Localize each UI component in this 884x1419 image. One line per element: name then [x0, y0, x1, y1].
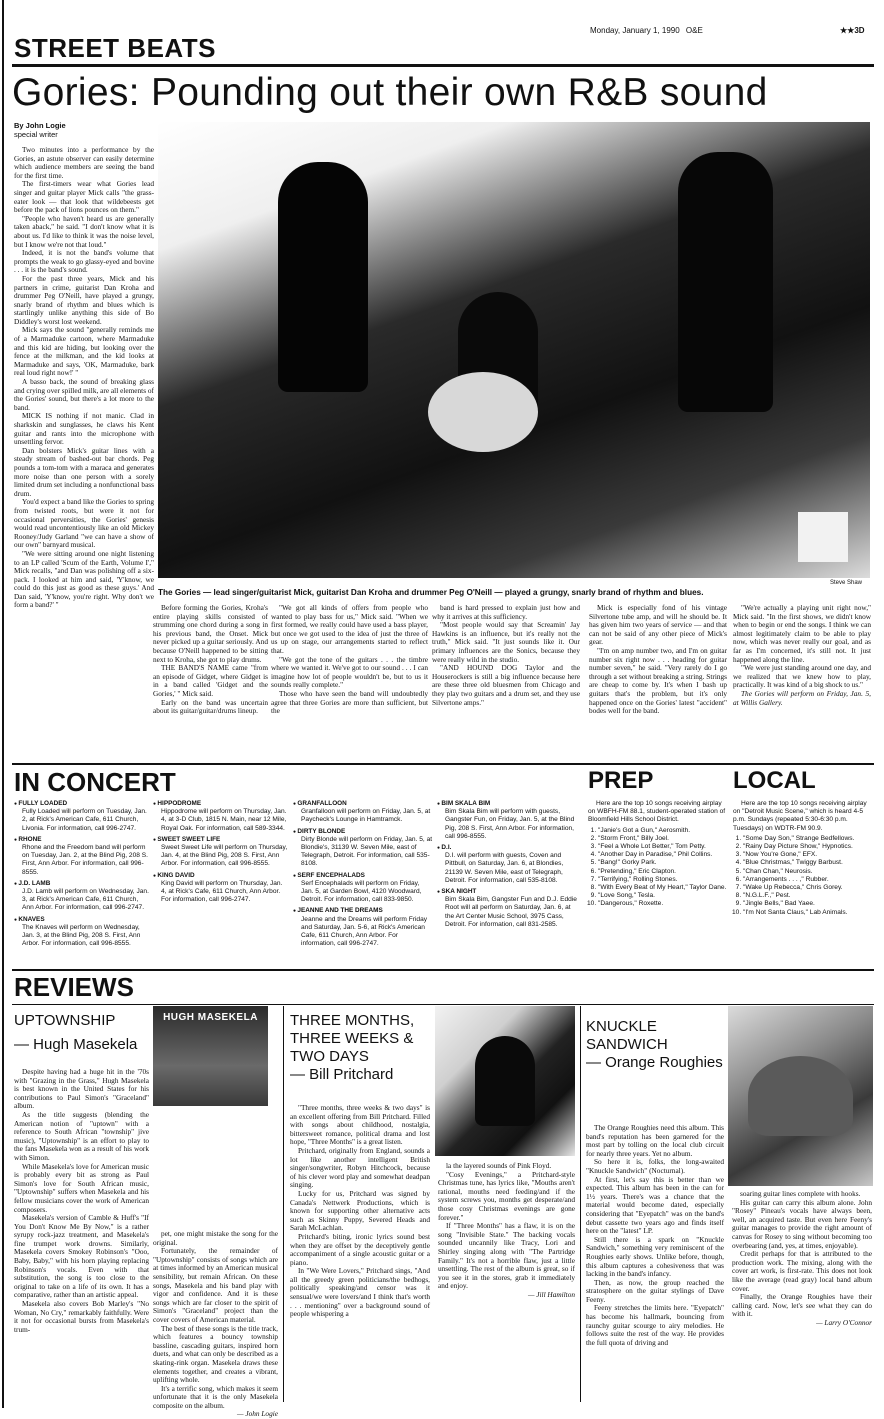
photo-caption: The Gories — lead singer/guitarist Mick, guitarist Dan Kroha and drummer Peg O'Neill — played a grungy, snarly brand of rhythm and blues. [158, 588, 704, 597]
listing-name: ● GRANFALLOON [293, 800, 433, 808]
paragraph: "We got the tone of the guitars . . . the timbre where we wanted it. We've got to our sound . . . I can imagine how lot of people wouldn't be, but to us it sounds really complete." [271, 654, 428, 690]
paragraph: While Masekela's love for American music is probably every bit as strong as Paul Simon's love for South African music, "Uptownship" suffers when Masekela and his fellow musicians cover the work of American composers. [14, 1161, 149, 1214]
chart-song: 6. "Arrangements . . . ," Rubber. [743, 876, 873, 884]
reviews-sub-rule [12, 1004, 874, 1005]
photo-amp-sign [798, 512, 848, 562]
paragraph: In "We Were Lovers," Pritchard sings, "And all the greedy green politicians/the bedhogs, politically speaking/and censor was it sensual/we were lovers/and I think that's worth . . . mentioning" over a background sound of people whispering a [290, 1266, 430, 1319]
paragraph: Still there is a spark on "Knuckle Sandwich," something very reminiscent of the Roughies early shows. Unlike before, though, this album captures a cohesiveness that was lacking in the band's infancy. [586, 1234, 724, 1279]
photo-credit: Steve Shaw [830, 580, 863, 586]
paragraph: pet, one might mistake the song for the original. [153, 1229, 278, 1247]
paragraph: So here it is, folks, the long-awaited "Knuckle Sandwich" (Nocturnal). [586, 1157, 724, 1175]
three-months-col-2 [438, 1162, 575, 1402]
concert-listing [153, 872, 288, 905]
uptownship-col-2 [153, 1229, 278, 1419]
chart-song: 2. "Storm Front," Billy Joel. [598, 835, 728, 843]
cover-figure [748, 1056, 853, 1136]
paragraph: la the layered sounds of Pink Floyd. [446, 1161, 552, 1170]
paragraph: Two minutes into a performance by the Gories, an astute observer can easily determine which audience members are seeing the band for the first time. [14, 145, 154, 180]
listing-desc: Hippodrome will perform on Thursday, Jan. 4, at 3-D Club, 1815 N. Main, near 12 Mile, Royal Oak. For information, call 589-3344. [161, 808, 287, 832]
listing-name: ● SKA NIGHT [437, 888, 577, 896]
listing-desc: Bim Skala Bim will perform with guests, Gangster Fun, on Friday, Jan. 5, at the Blind Pig, 208 S. First, Ann Arbor. For information, call 996-8555. [445, 808, 575, 840]
paragraph: Masekela's version of Camble & Huff's "If You Don't Know Me By Now," is a rather syrupy rock-jazz treatment, and Masekela's fine trumpet work drowns. Similarly, Masekela covers Smokey Robinson's "Ooo, Baby, Baby," with his horn playing replacing Robinson's vocals. Even with that substitution, the song is too close to the original to take on a life of its own. It has a comparative, rather than an artistic appeal. [14, 1213, 149, 1300]
reviewer-signature: — John Logie [237, 1409, 278, 1419]
chart-song: 10. "Dangerous," Roxette. [598, 900, 728, 908]
paragraph: Despite having had a huge hit in the '70s with "Grazing in the Grass," Hugh Masekela is best known in the United States for his contributions to Paul Simon's "Graceland" album. [14, 1067, 149, 1111]
paragraph: THE BAND'S NAME came "from an episode of Gidget, where Gidget is in a band called 'Gidget and the Gories,' " Mick said. [153, 663, 268, 698]
chart-song: 1. "Janie's Got a Gun," Aerosmith. [598, 827, 728, 835]
album-artist: — Orange Roughies [586, 1054, 723, 1071]
uptownship-col-1 [14, 1068, 149, 1402]
paragraph: "AND HOUND DOG Taylor and the Houserockers is still a big influence because here are these three old bluesmen from Chicago and they play two guitars and a drum set, and they use Silvertone amps." [432, 663, 580, 707]
review-title-knuckle [586, 1018, 726, 1072]
album-artist: — Hugh Masekela [14, 1036, 138, 1053]
paragraph: "Most people would say that Screamin' Jay Hawkins is an influence, but it's really not the truth," Mick said. "It just sounds like it. Our primary influences are the Sonics, because they were really wild in the studio. [432, 620, 580, 664]
paragraph: Dan bolsters Mick's guitar lines with a steady stream of bashed-out bar chords. Peg pounds a tom-tom with a maraca and generates more noise than one person with a sorely limited drum set including a nonfunctional bass drum. [14, 445, 154, 498]
article-col-2 [153, 604, 268, 761]
section-title: STREET BEATS [14, 33, 216, 63]
paragraph: "We were just standing around one day, and we realized that we knew how to play, practically. It was kind of a big shock to us." [733, 663, 871, 690]
knuckle-col-1 [586, 1124, 724, 1402]
album-title: UPTOWNSHIP [14, 1012, 116, 1029]
concert-listing [293, 907, 433, 948]
review-divider [580, 1006, 581, 1402]
reviewer-signature: — Jill Hamilton [527, 1289, 575, 1299]
chart-song: 6. "Pretending," Eric Clapton. [598, 868, 728, 876]
paragraph: His guitar can carry this album alone. John "Rosey" Pineau's vocals have always been, well, an acquired taste. But even here Feeny's guitar manages to provide the right amount of canvas for Rosey to sing without becoming too overbearing (and, yes, at times, enjoyable). [732, 1197, 872, 1250]
listing-desc: D.I. will perform with guests, Coven and Pittbull, on Saturday, Jan. 6, at Blondies, 21139 W. Seven Mile, east of Telegraph, Detroit. For information, call 535-8108. [445, 852, 564, 884]
listing-name: ● JEANNE AND THE DREAMS [293, 907, 433, 915]
photo-drum [428, 372, 538, 452]
byline [14, 121, 66, 139]
paragraph: Before forming the Gories, Kroha's entire playing skills consisted of strumming one chord during a song in his previous band, the Onset. Mick never picked up a guitar seriously. And because O'Neill happened to be sitting next to Kroha, she got to play drums. [153, 603, 268, 664]
chart-song: 5. "Bang!" Gorky Park. [598, 859, 728, 867]
left-edge-rule [2, 0, 4, 1408]
paragraph: For the past three years, Mick and his partners in crime, guitarist Dan Kroha and drummer Peg O'Neill, have played a grungy, snarly brand of rhythm and blues which is startlingly unlike anything this side of Bo Diddley's worst lost weekend. [14, 273, 154, 326]
paragraph: Then, as now, the group reached the stratosphere on the guitar stylings of Dave Feeny. [586, 1277, 724, 1304]
concert-col-3 [293, 800, 433, 970]
article-col-5 [589, 604, 727, 761]
paragraph: MICK IS nothing if not manic. Clad in sharkskin and sunglasses, he claws his Kent guitar and rants into the microphone with unsettling fervor. [14, 411, 154, 447]
concert-listing [437, 844, 577, 885]
chart-song: 10. "I'm Not Santa Claus," Lab Animals. [743, 909, 873, 917]
paragraph: Fortunately, the remainder of "Uptownship" consists of songs which are at times informed by an American musical sensibility, but remain African. On these songs, Masekela and his band play with vigor and confidence. And it is these songs which are far closer to the spirit of Simon's "Graceland" project than the cover covers of American material. [153, 1246, 278, 1324]
listing-name: ● RHONE [14, 836, 149, 844]
concert-listing [14, 916, 149, 949]
prep-song-list [588, 827, 728, 909]
local-chart [733, 800, 873, 970]
chart-song: 1. "Some Day Son," Strange Bedfellows. [743, 835, 873, 843]
concert-heading: IN CONCERT [14, 767, 176, 797]
paragraph: At first, let's say this is better than we expected. This album has been in the can for 1½ years. There's was a chance that the material would become dated, especially considering that "Eyepatch" was on the band's debut cassette two years ago and finds itself here on the "latest" LP. [586, 1174, 724, 1236]
listing-name: ● FULLY LOADED [14, 800, 149, 808]
listing-desc: Jeanne and the Dreams will perform Friday and Saturday, Jan. 5-6, at Rick's American Cafe, 611 Church, Ann Arbor. For information, call 996-2747. [301, 915, 428, 948]
listing-name: ● KNAVES [14, 916, 149, 924]
review-title-three-months [290, 1012, 430, 1084]
paragraph: The first-timers wear what Gories lead singer and guitar player Mick calls "the grass-eater look — that look that wildebeests get before the pack of lions pounces on them." [14, 179, 154, 215]
prep-chart [588, 800, 728, 970]
concert-listing [293, 828, 433, 869]
paragraph: band is hard pressed to explain just how and why it arrives at this sufficiency. [432, 603, 580, 621]
listing-desc: J.D. Lamb will perform on Wednesday, Jan. 3, at Rick's American Cafe, 611 Church, Ann Arbor. For information, call 996-2747. [22, 888, 149, 912]
reviews-top-rule [12, 969, 874, 971]
chart-song: 5. "Chan Chan," Neurosis. [743, 868, 873, 876]
chart-song: 9. "Jingle Bells," Bad Yaee. [743, 900, 873, 908]
concert-col-1 [14, 800, 149, 970]
paragraph: "People who haven't heard us are generally taken aback," he said. "I don't know what it is about us. I'd like to think it was the noise level, but I know we're not that loud." [14, 213, 154, 249]
album-cover-title: HUGH MASEKELA [163, 1012, 258, 1023]
listing-desc: The Knaves will perform on Wednesday, Jan. 3, at the Blind Pig, 208 S. First, Ann Arbor. For information, call 996-8555. [22, 923, 141, 948]
publication-date: Monday, January 1, 1990 [590, 26, 680, 35]
paragraph: Lucky for us, Pritchard was signed by Canada's Nettwerk Productions, which is known for supporting other alternative acts such as Skinny Puppy, Severed Heads and Sarah McLachlan. [290, 1188, 430, 1233]
prep-heading: PREP [588, 767, 654, 794]
concert-col-4 [437, 800, 577, 970]
paragraph: The Orange Roughies need this album. This band's reputation has been garnered for the most part by tolling on the local club circuit for nearly three years. Yet no album. [586, 1123, 724, 1158]
paragraph: "We were sitting around one night listening to an LP called 'Scum of the Earth, Volume I'," Mick recalls, "and Dan was polishing off a six-pack. I looked at him and said, 'Y'know, we could do this just as good as these guys.' And Dan said, 'Y'know, you're right. Why don't we form a band?' " [14, 548, 154, 610]
concert-col-2 [153, 800, 288, 970]
listing-name: ● DIRTY BLONDE [293, 828, 433, 836]
paragraph: Indeed, it is not the band's volume that prompts the weak to go glassy-eyed and bovine . . . it is the band's sound. [14, 248, 154, 275]
photo-figure-right [678, 152, 773, 412]
byline-role: special writer [14, 130, 58, 139]
listing-desc: Dirty Blonde will perform on Friday, Jan. 5, at Blondie's, 31139 W. Seven Mile, east of Telegraph, Detroit. For information, call 535-8108. [301, 835, 433, 868]
reviews-heading: REVIEWS [14, 972, 134, 1002]
album-title: KNUCKLE SANDWICH [586, 1018, 668, 1053]
listing-name: ● J.D. LAMB [14, 880, 149, 888]
paragraph: "We're actually a playing unit right now," Mick said. "In the first shows, we didn't know when to begin or end the songs. I think we can almost legitimately claim to be able to play now, which was never really our goal, and as far as I'm concerned, it's still not. It just happened along the line. [733, 603, 871, 664]
paragraph: Those who have seen the band will undoubtedly agree that three Gories are more than sufficient, but the [271, 688, 428, 716]
paragraph: A basso back, the sound of breaking glass and crying over spilled milk, are all elements of the Gories' sound, but there's a lot more to the band. [14, 377, 154, 412]
chart-song: 4. "Blue Christmas," Twiggy Barbust. [743, 859, 873, 867]
concert-listing [14, 880, 149, 913]
listing-desc: Sweet Sweet Life will perform on Thursday, Jan. 4, at the Blind Pig, 208 S. First, Ann Arbor. For information, call 996-8555. [161, 844, 288, 868]
knuckle-col-2 [732, 1190, 872, 1402]
band-photo [158, 122, 870, 578]
paragraph: Early on the band was uncertain about its guitar/guitar/drums lineup. [153, 697, 268, 716]
chart-song: 4. "Another Day in Paradise," Phil Collins. [598, 851, 728, 859]
listing-name: ● SWEET SWEET LIFE [153, 836, 288, 844]
paragraph: Pritchard's biting, ironic lyrics sound best when they are offset by the deceptively gentle accompaniment of a single acoustic guitar or a piano. [290, 1231, 430, 1267]
paragraph: Mick says the sound "generally reminds me of a Marmaduke cartoon, where Marmaduke and this kid are hiding, but looking over the fence at the milkman, and the kid looks at Marmaduke and says, 'OK, Marmaduke, bark real loud right now!' " [14, 325, 154, 378]
concert-listing [153, 800, 288, 833]
local-song-list [733, 835, 873, 917]
concert-listing [153, 836, 288, 869]
paragraph: As the title suggests (blending the American notion of "uptown" with a reference to South African "township" jive music), "Uptownship" is an effort to play to the fans Masekela won as a result of his work with Simon. [14, 1109, 149, 1162]
album-cover-uptownship [153, 1006, 268, 1106]
paragraph: Mick is especially fond of his vintage Silvertone tube amp, and will he should be. It has given him two years of service — and that can not be said of any other piece of Mick's gear. [589, 603, 727, 647]
masthead-rule [12, 64, 874, 67]
paragraph: If "Three Months" has a flaw, it is on the song "Invisible State." The backing vocals sounded uncannily like Tracy, Lori and Shirley singing along with "The Partridge Family." It's not a horrible flaw, just a little unsettling. The rest of the album is great, so if you see it in the stores, grab it immediately and enjoy. [438, 1221, 575, 1291]
concert-listing [437, 888, 577, 929]
article-col-4 [432, 604, 580, 761]
listing-name: ● HIPPODROME [153, 800, 288, 808]
photo-figure-left [278, 162, 368, 392]
chart-song: 7. "Terrifying," Rolling Stones. [598, 876, 728, 884]
local-intro: Here are the top 10 songs receiving airplay on "Detroit Music Scene," which is heard 4-5 p.m. Sundays (repeated 5:30-6:30 p.m. Tuesdays) on WDTR-FM 90.9. [733, 800, 867, 832]
concert-listing [293, 800, 433, 825]
album-artist: — Bill Pritchard [290, 1066, 394, 1083]
album-title: THREE MONTHS, THREE WEEKS & TWO DAYS [290, 1012, 415, 1065]
headline: Gories: Pounding out their own R&B sound [12, 71, 768, 114]
chart-song: 9. "Love Song," Tesla. [598, 892, 728, 900]
chart-song: 7. "Wake Up Rebecca," Chris Gorey. [743, 884, 873, 892]
date-line [590, 26, 703, 35]
listing-desc: Rhone and the Freedom band will perform on Tuesday, Jan. 2, at the Blind Pig, 208 S. First, Ann Arbor. For information, call 996-8555. [22, 844, 148, 876]
chart-song: 3. "Feel a Whole Lot Better," Tom Petty. [598, 843, 728, 851]
paragraph: The Gories will perform on Friday, Jan. 5, at Willis Gallery. [733, 688, 871, 707]
paragraph: It's a terrific song, which makes it seem unfortunate that it is the only Masekela composite on the album. [153, 1383, 278, 1410]
prep-intro: Here are the top 10 songs receiving airplay on WBFH-FM 88.1, student-operated station of Bloomfield Hills School District. [588, 800, 726, 824]
concert-listing [14, 800, 149, 833]
listing-desc: King David will perform on Thursday, Jan. 4, at Rick's Cafe, 611 Church, Ann Arbor. For information, call 996-2747. [161, 879, 283, 904]
paragraph: You'd expect a band like the Gories to spring from twisted roots, but were it not for occasional perversities, the Gories' genesis would read uncontentiously like an old Mickey Rooney/Judy Garland "we can have a show of our own" barnyard musical. [14, 497, 154, 550]
album-cover-knuckle [728, 1006, 873, 1186]
listing-name: ● KING DAVID [153, 872, 288, 880]
paragraph: "Three months, three weeks & two days" is an excellent offering from Bill Pritchard. Filled with songs about childhood, nostalgia, bittersweet romance, political drama and lost hope, "Three Months" is a great listen. [290, 1103, 430, 1147]
review-title-uptownship [14, 1012, 149, 1054]
concert-listing [293, 872, 433, 905]
listing-desc: Granfalloon will perform on Friday, Jan. 5, at Paycheck's Lounge in Hamtramck. [301, 808, 431, 824]
paragraph: "I'm on amp number two, and I'm on guitar number six right now . . . heading for guitar number seven," he said. "Very rarely do I go through a set without breaking a string. Strings are cheap to come by. It's when I bash up guitars that's the problem, but it's only happened once on the Gories' latest "accident" bodes well for the band. [589, 645, 727, 716]
article-col-6 [733, 604, 871, 761]
listing-desc: Bim Skala Bim, Gangster Fun and D.J. Eddie Root will all perform on Saturday, Jan. 6, at the Art Center Music School, 3975 Cass, Detroit. For information, call 831-2585. [445, 896, 577, 928]
album-cover-three-months [435, 1006, 575, 1156]
page-number: ★★3D [840, 26, 865, 35]
paragraph: Pritchard, originally from England, sounds a lot like another intelligent British singer/songwriter, Robyn Hitchcock, because of his clever word play and somewhat deadpan singing. [290, 1145, 430, 1190]
concert-top-rule [12, 763, 874, 765]
paragraph: soaring guitar lines complete with hooks. [740, 1189, 861, 1198]
listing-desc: Serf Encephalads will perform on Friday, Jan. 5, at Garden Bowl, 4120 Woodward, Detroit. For information, call 833-9850. [301, 879, 422, 904]
paragraph: The best of these songs is the title track, which features a bouncy township bassline, cascading guitars, inspired horn duets, and what can only be described as a skating-rink organ. Masekela draws these elements together, and creates a vibrant, uplifting whole. [153, 1323, 278, 1385]
chart-song: 2. "Rainy Day Picture Show," Hypnotics. [743, 843, 873, 851]
listing-name: ● D.I. [437, 844, 577, 852]
local-heading: LOCAL [733, 767, 816, 794]
cover-portrait [475, 1036, 535, 1126]
listing-name: ● SERF ENCEPHALADS [293, 872, 433, 880]
listing-name: ● BIM SKALA BIM [437, 800, 577, 808]
review-divider [283, 1006, 284, 1402]
concert-listing [437, 800, 577, 841]
byline-name: By John Logie [14, 121, 66, 130]
article-col-3 [271, 604, 428, 761]
chart-song: 8. "With Every Beat of My Heart," Taylor Dane. [598, 884, 728, 892]
reviewer-signature: — Larry O'Connor [816, 1317, 872, 1327]
paragraph: "Cosy Evenings," a Pritchard-style Christmas tune, has lyrics like, "Mouths aren't rational, mouths need feeding/and if the system screws you, months get desperate/and those cosy Christmas evenings are gone forever." [438, 1169, 575, 1222]
paragraph: "We got all kinds of offers from people who wanted to play bass for us," Mick said. "When we first formed, we really could have used a bass player, but once we got used to the idea of just the three of us up on stage, our arrangements started to reflect that. [271, 603, 428, 655]
paragraph: Masekela also covers Bob Marley's "No Woman, No Cry," remarkably faithfully. Were it not for occasional bursts from Masekela's trum- [14, 1299, 149, 1334]
listing-desc: Fully Loaded will perform on Tuesday, Jan. 2, at Rick's American Cafe, 611 Church, Livonia. For information, call 996-2747. [22, 808, 147, 832]
chart-song: 3. "Now You're Gone," EFX. [743, 851, 873, 859]
paragraph: Credit perhaps for that is attributed to the production work. The mixing, along with the cover art work, is first-rate. This does not look like the average (read gray) local band album cover. [732, 1249, 872, 1293]
three-months-col-1 [290, 1104, 430, 1402]
concert-listing [14, 836, 149, 877]
chart-song: 8. "N.G.L.F.," Pest. [743, 892, 873, 900]
edition-label: O&E [685, 26, 703, 35]
paragraph: Finally, the Orange Roughies have their calling card. Now, let's see what they can do with it. [732, 1292, 872, 1319]
paragraph: Feeny stretches the limits here. "Eyepatch" has become his hallmark, bouncing from raunchy guitar scourge to airy melodies. He follows suite the rest of the way. He provides the full quota of driving and [586, 1303, 724, 1347]
